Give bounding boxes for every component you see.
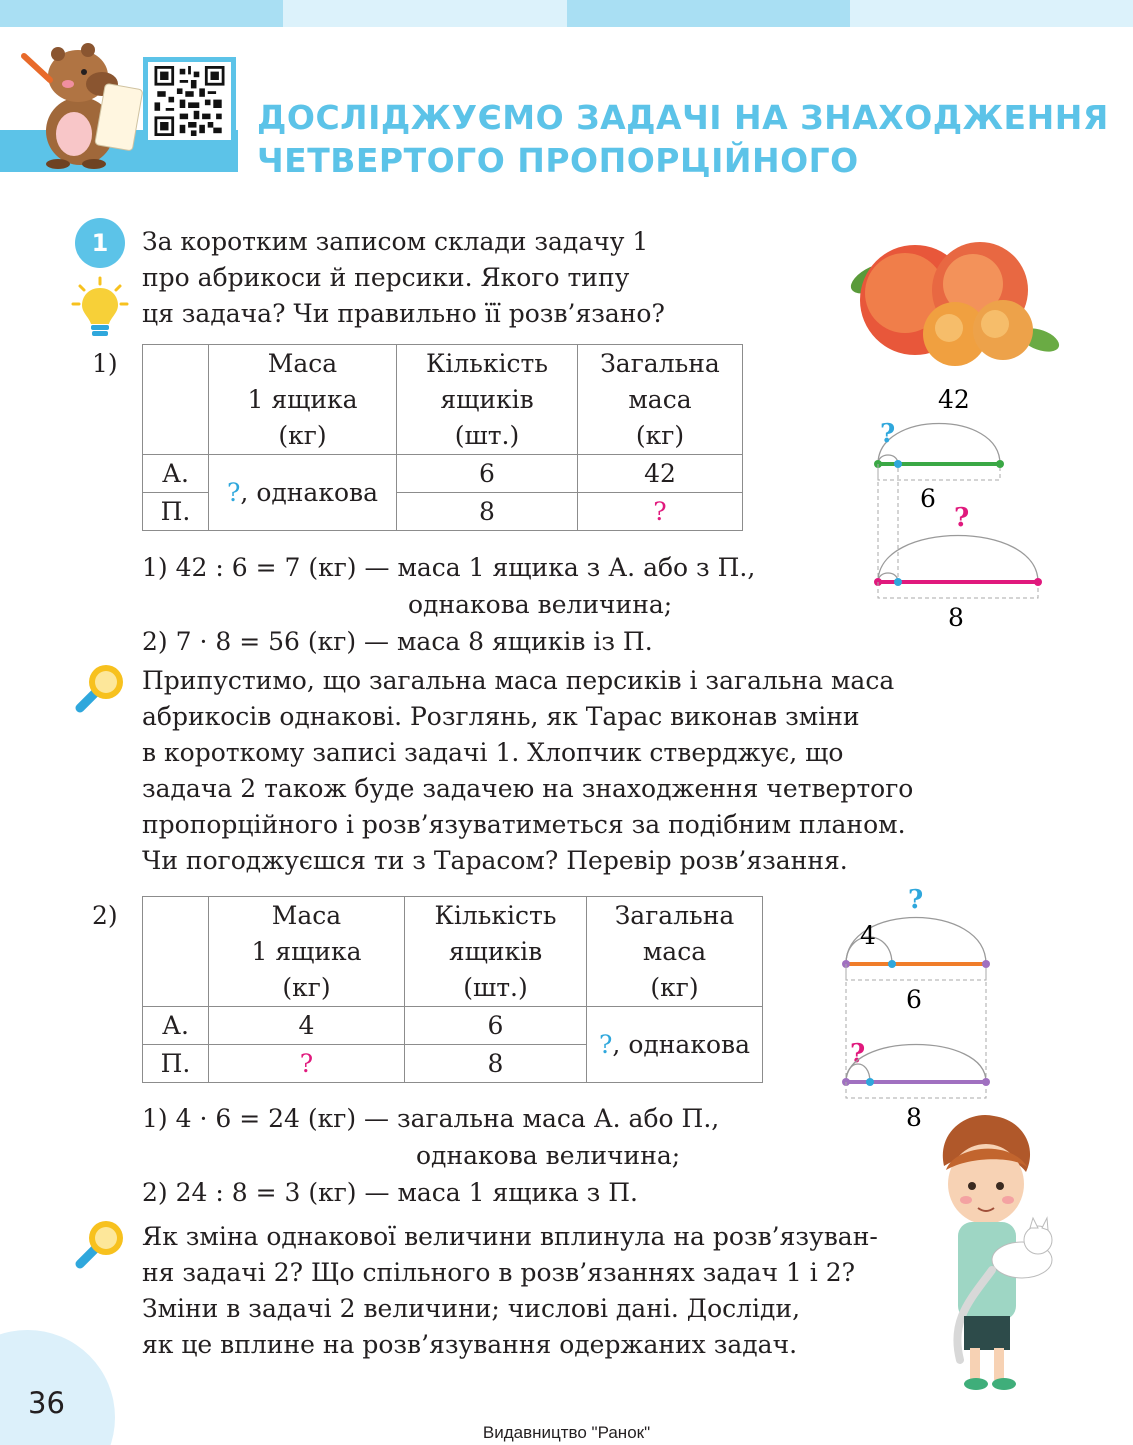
lightbulb-icon [70,276,130,340]
task-number-badge: 1 [75,218,125,268]
capybara-mascot-icon [18,36,148,170]
problem1-solution: 1) 42 : 6 = 7 (кг) — маса 1 ящика з А. або з П., однакова величина; 2) 7 · 8 = 56 (кг) — маса 8 ящиків із П. [142,553,756,656]
boy-with-cat-illustration [930,1110,1060,1395]
svg-text:42: 42 [938,385,970,414]
table-row [143,455,743,493]
table-header-mass: Маса 1 ящика (кг) [209,897,405,1007]
publisher-credit: Видавництво "Ранок" [482,1423,651,1442]
svg-text:8: 8 [948,603,964,630]
magnifier-icon [70,660,128,718]
table-header-total: Загальна маса (кг) [587,897,763,1007]
mass-cell: 4 [209,1007,405,1045]
svg-text:?: ? [850,1039,866,1069]
count-cell: 8 [405,1045,587,1083]
table-header-empty [143,345,209,455]
table-header-total: Загальна маса (кг) [578,345,743,455]
problem2-segment-diagram [830,882,1010,1132]
task-text: За коротким записом склади задачу 1 про абрикоси й персики. Якого типу ця задача? Чи правильно її розв’язано? [142,227,665,328]
problem2-solution: 1) 4 · 6 = 24 (кг) — загальна маса А. або П., однакова величина; 2) 24 : 8 = 3 (кг) — маса 1 ящика з П. [142,1104,720,1207]
svg-text:4: 4 [860,921,876,950]
problem2-label: 2) [92,901,118,930]
total-cell: ?, однакова [587,1007,763,1083]
qr-code-icon [152,66,227,136]
peaches-apricots-illustration [845,238,1065,368]
paragraph-1: Припустимо, що загальна маса персиків і загальна маса абрикосів однакові. Розглянь, як Тарас виконав зміни в короткому записі задачі 1. Хлопчик стверджує, що задача 2 також буде задачею на знаходження четвертого пропорційного і розв’язуватиметься за подібним планом. Чи погоджуєшся ти з Тарасом? Перевір розв’язання. [142,666,914,875]
page-title: ДОСЛІДЖУЄМО ЗАДАЧІ НА ЗНАХОДЖЕННЯ ЧЕТВЕРТОГО ПРОПОРЦІЙНОГО [257,98,1109,180]
svg-text:?: ? [908,885,924,915]
count-cell: 6 [397,455,578,493]
table-header-count: Кількість ящиків (шт.) [405,897,587,1007]
total-cell: 42 [578,455,743,493]
page-number: 36 [28,1386,65,1420]
row-name: П. [143,1045,209,1083]
table-header-count: Кількість ящиків (шт.) [397,345,578,455]
total-cell: ? [578,493,743,531]
paragraph-2: Як зміна однакової величини вплинула на розв’язуван- ня задачі 2? Що спільного в розв’язаннях задач 1 і 2? Зміни в задачі 2 величини; числові дані. Досліди, як це вплине на розв’язування одержаних задач. [142,1222,878,1359]
count-cell: 6 [405,1007,587,1045]
table-row [143,1007,763,1045]
count-cell: 8 [397,493,578,531]
table-header-mass: Маса 1 ящика (кг) [209,345,397,455]
problem1-segment-diagram [862,380,1052,630]
problem1-table [142,344,743,531]
mass-cell: ?, однакова [209,455,397,531]
row-name: А. [143,455,209,493]
svg-text:?: ? [880,419,896,449]
svg-text:?: ? [954,503,970,533]
row-name: А. [143,1007,209,1045]
svg-text:6: 6 [920,484,936,513]
row-name: П. [143,493,209,531]
problem2-table [142,896,763,1083]
magnifier-icon [70,1216,128,1274]
svg-text:6: 6 [906,985,922,1014]
svg-text:8: 8 [906,1103,922,1132]
qr-code[interactable] [143,57,236,145]
mass-cell: ? [209,1045,405,1083]
top-decor-bar [0,0,1133,27]
table-header-empty [143,897,209,1007]
problem1-label: 1) [92,349,118,378]
